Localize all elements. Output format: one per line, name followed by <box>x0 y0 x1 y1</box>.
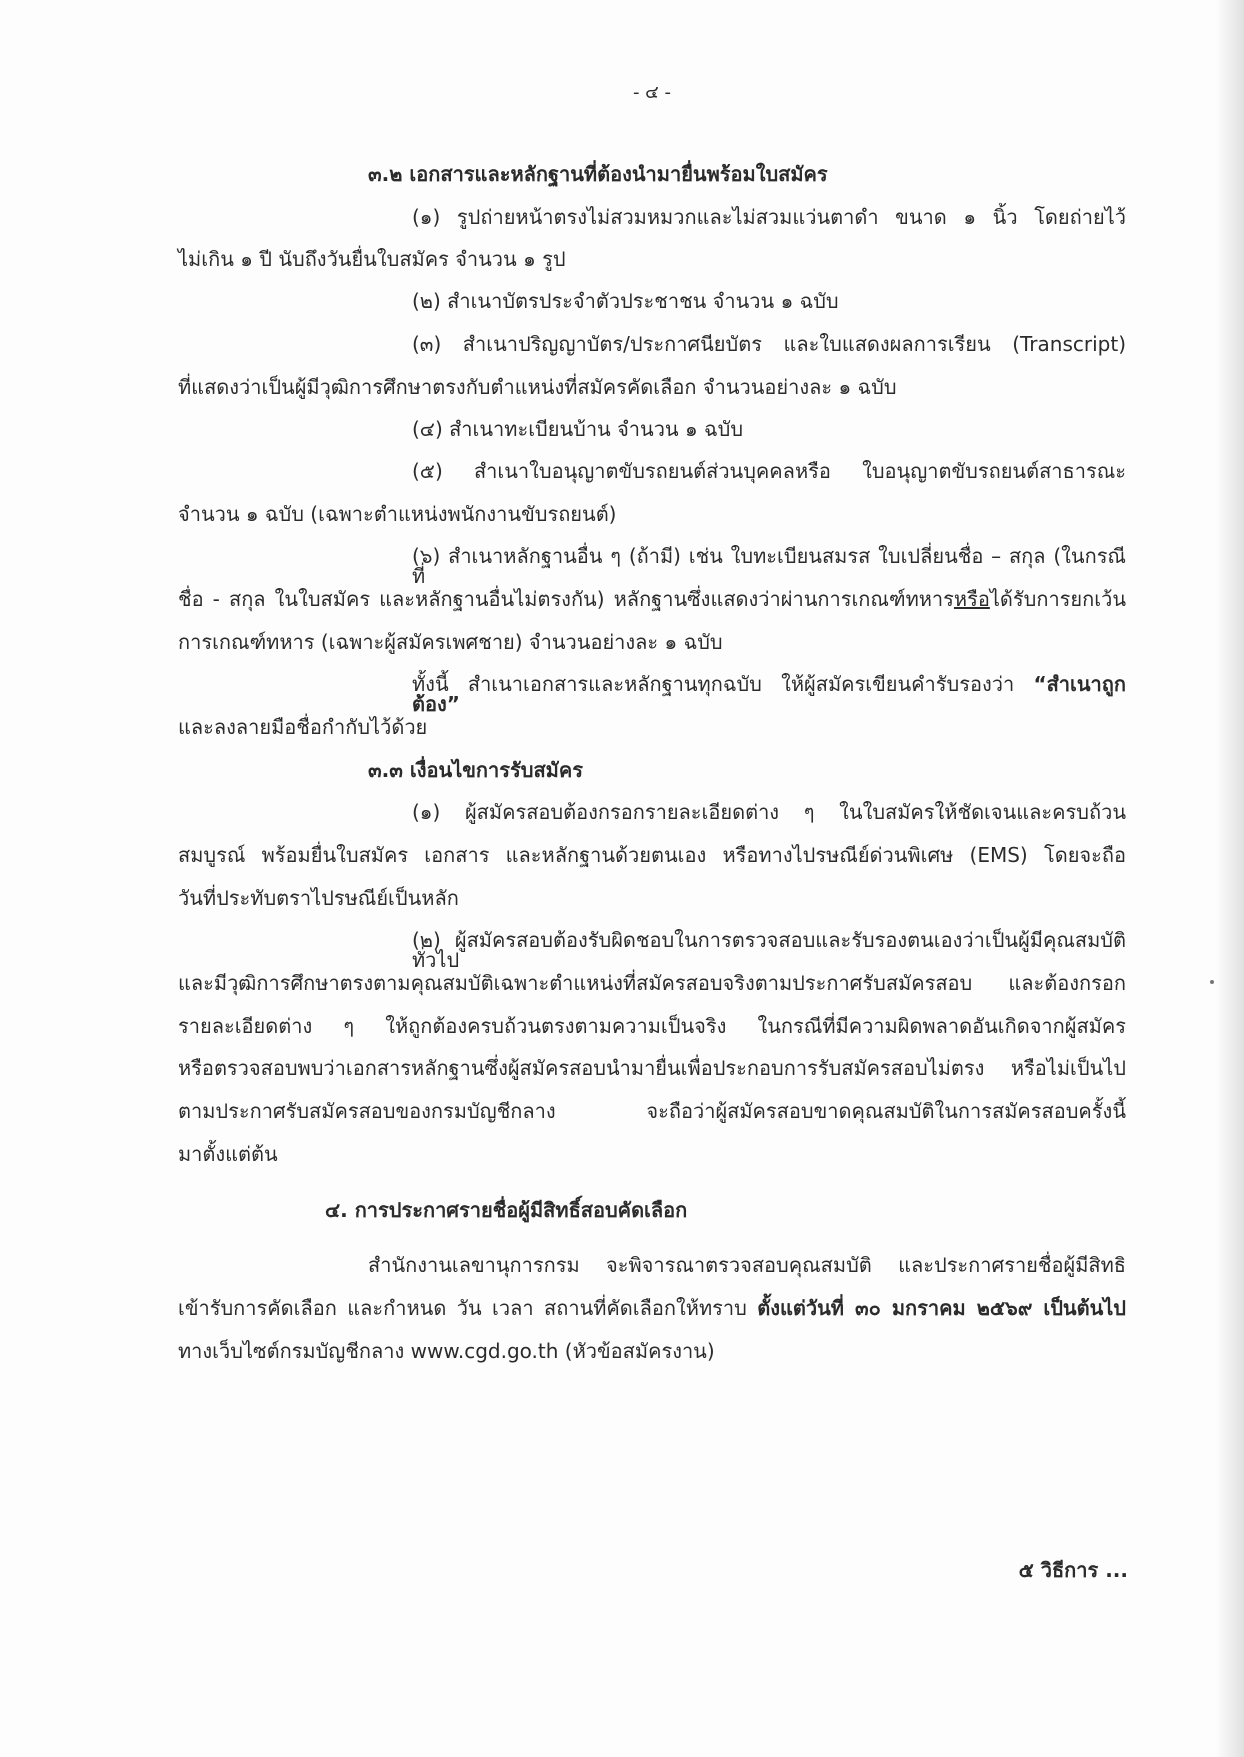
page-number: - ๔ - <box>632 82 672 103</box>
item-6-line-2 <box>178 589 1126 609</box>
note-line-1 <box>412 674 1126 714</box>
announcement-date: ตั้งแต่วันที่ ๓๐ มกราคม ๒๕๖๙ เป็นต้นไป <box>757 1296 1126 1320</box>
item-6-line-3: การเกณฑ์ทหาร (เฉพาะผู้สมัครเพศชาย) จำนวนอย่างละ ๑ ฉบับ <box>178 630 723 654</box>
item-1-line-1: (๑) รูปถ่ายหน้าตรงไม่สวมหมวกและไม่สวมแว่นตาดำ ขนาด ๑ นิ้ว โดยถ่ายไว้ <box>412 205 1126 229</box>
scan-mark <box>1210 980 1214 984</box>
item-3-line-1: (๓) สำเนาปริญญาบัตร/ประกาศนียบัตร และใบแสดงผลการเรียน (Transcript) <box>412 332 1126 356</box>
note-certified-copy: “สำเนาถูกต้อง” <box>412 672 1126 716</box>
scan-edge-shadow <box>1216 0 1244 1757</box>
note-line-2: และลงลายมือชื่อกำกับไว้ด้วย <box>178 715 428 739</box>
condition-2-line-2: และมีวุฒิการศึกษาตรงตามคุณสมบัติเฉพาะตำแหน่งที่สมัครสอบจริงตามประกาศรับสมัครสอบ และต้องกรอก <box>178 971 1126 995</box>
condition-2-line-6: มาตั้งแต่ต้น <box>178 1142 278 1166</box>
item-5-line-1: (๕) สำเนาใบอนุญาตขับรถยนต์ส่วนบุคคลหรือ ใบอนุญาตขับรถยนต์สาธารณะ <box>412 459 1126 483</box>
item-2: (๒) สำเนาบัตรประจำตัวประชาชน จำนวน ๑ ฉบับ <box>412 289 839 313</box>
section-3-3-heading: ๓.๓ เงื่อนไขการรับสมัคร <box>368 758 583 782</box>
section-3-2-heading: ๓.๒ เอกสารและหลักฐานที่ต้องนำมายื่นพร้อมใบสมัคร <box>368 162 828 186</box>
condition-1-line-3: วันที่ประทับตราไปรษณีย์เป็นหลัก <box>178 886 459 910</box>
item-6-line-2-text-a: ชื่อ - สกุล ในใบสมัคร และหลักฐานอื่นไม่ตรงกัน) หลักฐานซึ่งแสดงว่าผ่านการเกณฑ์ทหาร <box>178 587 954 611</box>
next-page-continuation: ๕ วิธีการ ... <box>1018 1558 1128 1582</box>
section-4-line-1: สำนักงานเลขานุการกรม จะพิจารณาตรวจสอบคุณสมบัติ และประกาศรายชื่อผู้มีสิทธิ <box>368 1253 1126 1277</box>
section-4-line-2-text: เข้ารับการคัดเลือก และกำหนด วัน เวลา สถานที่คัดเลือกให้ทราบ <box>178 1296 758 1320</box>
item-6-line-1: (๖) สำเนาหลักฐานอื่น ๆ (ถ้ามี) เช่น ใบทะเบียนสมรส ใบเปลี่ยนชื่อ – สกุล (ในกรณีที่ <box>412 544 1126 588</box>
section-4-line-2 <box>178 1298 1126 1318</box>
item-3-line-2: ที่แสดงว่าเป็นผู้มีวุฒิการศึกษาตรงกับตำแหน่งที่สมัครคัดเลือก จำนวนอย่างละ ๑ ฉบับ <box>178 375 897 399</box>
note-text: ทั้งนี้ สำเนาเอกสารและหลักฐานทุกฉบับ ให้ผู้สมัครเขียนคำรับรองว่า <box>412 672 1034 696</box>
item-6-underlined-or: หรือ <box>953 587 990 611</box>
item-6-line-2-text-b: ได้รับการยกเว้น <box>989 587 1126 611</box>
condition-2-line-3: รายละเอียดต่าง ๆ ให้ถูกต้องครบถ้วนตรงตามความเป็นจริง ในกรณีที่มีความผิดพลาดอันเกิดจากผู้สมัคร <box>178 1014 1126 1038</box>
condition-1-line-1: (๑) ผู้สมัครสอบต้องกรอกรายละเอียดต่าง ๆ ในใบสมัครให้ชัดเจนและครบถ้วน <box>412 800 1126 824</box>
item-5-line-2: จำนวน ๑ ฉบับ (เฉพาะตำแหน่งพนักงานขับรถยนต์) <box>178 502 617 526</box>
item-4: (๔) สำเนาทะเบียนบ้าน จำนวน ๑ ฉบับ <box>412 417 744 441</box>
item-1-line-2: ไม่เกิน ๑ ปี นับถึงวันยื่นใบสมัคร จำนวน ๑ รูป <box>178 247 566 271</box>
condition-2-line-5: ตามประกาศรับสมัครสอบของกรมบัญชีกลาง จะถือว่าผู้สมัครสอบขาดคุณสมบัติในการสมัครสอบครั้งนี้ <box>178 1099 1126 1123</box>
condition-2-line-1: (๒) ผู้สมัครสอบต้องรับผิดชอบในการตรวจสอบและรับรองตนเองว่าเป็นผู้มีคุณสมบัติทั่วไป <box>412 928 1126 972</box>
section-4-line-3: ทางเว็บไซต์กรมบัญชีกลาง www.cgd.go.th (หัวข้อสมัครงาน) <box>178 1339 715 1363</box>
condition-2-line-4: หรือตรวจสอบพบว่าเอกสารหลักฐานซึ่งผู้สมัครสอบนำมายื่นเพื่อประกอบการรับสมัครสอบไม่ตรง หรือไม่เป็นไป <box>178 1056 1126 1080</box>
condition-1-line-2: สมบูรณ์ พร้อมยื่นใบสมัคร เอกสาร และหลักฐานด้วยตนเอง หรือทางไปรษณีย์ด่วนพิเศษ (EMS) โดยจะถือ <box>178 843 1126 867</box>
section-4-heading: ๔. การประกาศรายชื่อผู้มีสิทธิ์สอบคัดเลือก <box>325 1198 688 1222</box>
